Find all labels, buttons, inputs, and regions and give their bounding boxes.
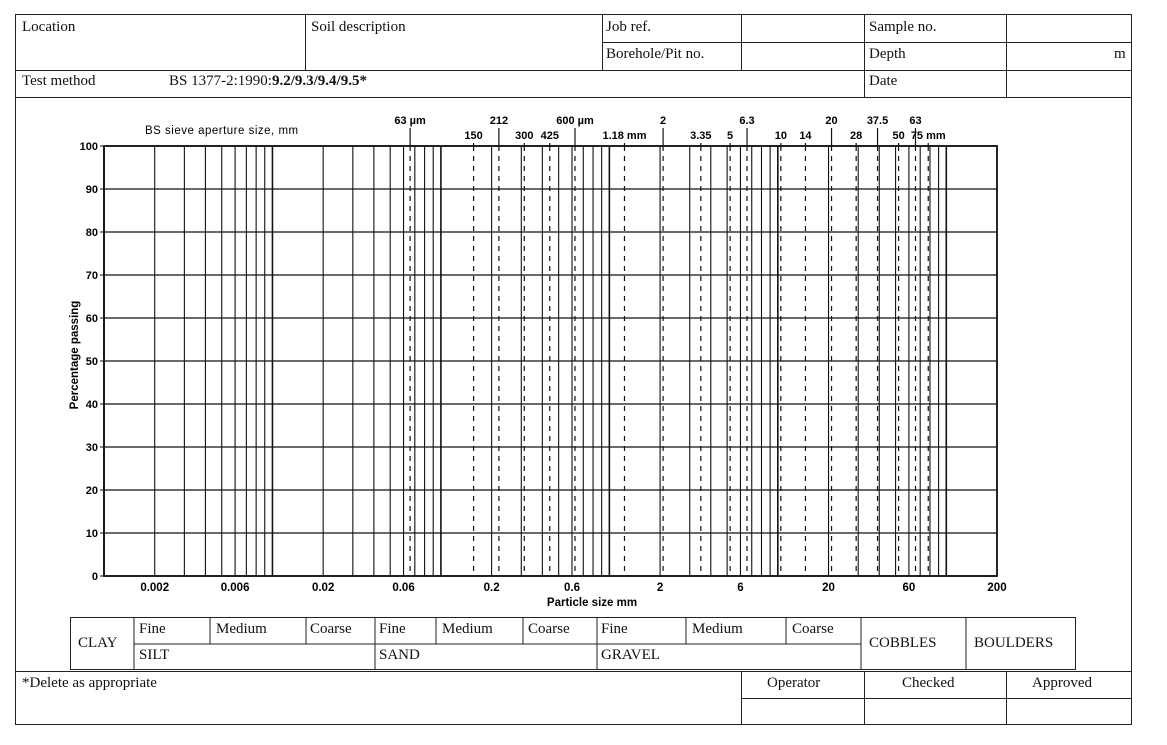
x-tick-label: 0.002 (140, 582, 170, 594)
sieve-label: 50 (892, 130, 905, 142)
test-method-options: 9.2/9.3/9.4/9.5* (271, 73, 367, 89)
sand-label: SAND (379, 647, 420, 663)
operator-label: Operator (767, 675, 821, 691)
y-tick-label: 100 (79, 141, 98, 153)
x-axis-label: Particle size mm (546, 597, 638, 609)
sand-coarse-label: Coarse (528, 621, 570, 637)
y-tick-label: 80 (85, 227, 98, 239)
sieve-label: 20 (825, 115, 838, 127)
sand-medium-label: Medium (442, 621, 493, 637)
silt-coarse-label: Coarse (310, 621, 352, 637)
sieve-markers (394, 115, 945, 576)
x-tick-label: 0.2 (483, 582, 500, 594)
sieve-label: 63 (909, 115, 922, 127)
depth-label: Depth (869, 46, 906, 62)
chart-title: BS sieve aperture size, mm (145, 125, 299, 137)
footer-rule (741, 698, 1131, 699)
y-tick-label: 60 (85, 313, 98, 325)
sieve-label: 10 (774, 130, 787, 142)
y-tick-label: 10 (85, 528, 98, 540)
sieve-label: 1.18 mm (602, 130, 647, 142)
silt-label: SILT (139, 647, 170, 663)
boulders-label: BOULDERS (974, 635, 1054, 651)
x-tick-label: 60 (902, 582, 916, 594)
gravel-fine-label: Fine (601, 621, 628, 637)
x-tick-label: 2 (656, 582, 664, 594)
y-tick-label: 90 (85, 184, 98, 196)
sample-no-label: Sample no. (869, 19, 937, 35)
y-tick-label: 50 (85, 356, 98, 368)
x-tick-label: 0.06 (392, 582, 415, 594)
footer-divider (741, 671, 742, 725)
silt-fine-label: Fine (139, 621, 166, 637)
sieve-label: 14 (799, 130, 812, 142)
sieve-label: 600 µm (556, 115, 594, 127)
sieve-label: 3.35 (690, 130, 712, 142)
sieve-label: 212 (489, 115, 509, 127)
y-tick-label: 40 (85, 399, 98, 411)
sieve-label: 63 µm (394, 115, 426, 127)
soil-description-label: Soil description (311, 19, 406, 35)
y-axis-label: Percentage passing (69, 300, 81, 410)
sieve-label: 425 (540, 130, 559, 142)
cobbles-label: COBBLES (869, 635, 937, 651)
gravel-medium-label: Medium (692, 621, 743, 637)
footer-divider (1006, 671, 1007, 725)
silt-medium-label: Medium (216, 621, 267, 637)
date-label: Date (869, 73, 898, 89)
footer-rule (16, 671, 1131, 672)
chart-grid (104, 146, 997, 576)
test-method-prefix: BS 1377-2:1990: (169, 73, 272, 89)
y-tick-label: 0 (91, 571, 98, 583)
sand-fine-label: Fine (379, 621, 406, 637)
clay-label: CLAY (78, 635, 118, 651)
gravel-coarse-label: Coarse (792, 621, 834, 637)
x-tick-label: 0.6 (564, 582, 581, 594)
sieve-label: 6.3 (739, 115, 755, 127)
classification-table (70, 617, 1077, 670)
x-tick-label: 0.006 (220, 582, 250, 594)
location-label: Location (22, 19, 76, 35)
y-tick-label: 30 (85, 442, 98, 454)
test-method-label: Test method (22, 73, 96, 89)
sieve-label: 5 (727, 130, 734, 142)
delete-note: *Delete as appropriate (22, 675, 157, 691)
job-ref-label: Job ref. (606, 19, 651, 35)
footer-divider (864, 671, 865, 725)
sieve-label: 28 (850, 130, 863, 142)
x-tick-label: 0.02 (311, 582, 335, 594)
checked-label: Checked (902, 675, 955, 691)
borehole-label: Borehole/Pit no. (606, 46, 705, 62)
gravel-label: GRAVEL (601, 647, 660, 663)
sieve-label: 37.5 (866, 115, 889, 127)
depth-unit: m (1114, 46, 1126, 62)
sieve-label: 75 mm (910, 130, 946, 142)
y-tick-label: 20 (85, 485, 98, 497)
x-tick-label: 20 (822, 582, 835, 594)
approved-label: Approved (1032, 675, 1092, 691)
x-tick-label: 6 (737, 582, 744, 594)
sieve-label: 2 (660, 115, 667, 127)
sieve-label: 150 (464, 130, 483, 142)
y-tick-label: 70 (85, 270, 98, 282)
chart-ticks (80, 141, 1007, 594)
x-tick-label: 200 (987, 582, 1007, 594)
sieve-label: 300 (515, 130, 534, 142)
